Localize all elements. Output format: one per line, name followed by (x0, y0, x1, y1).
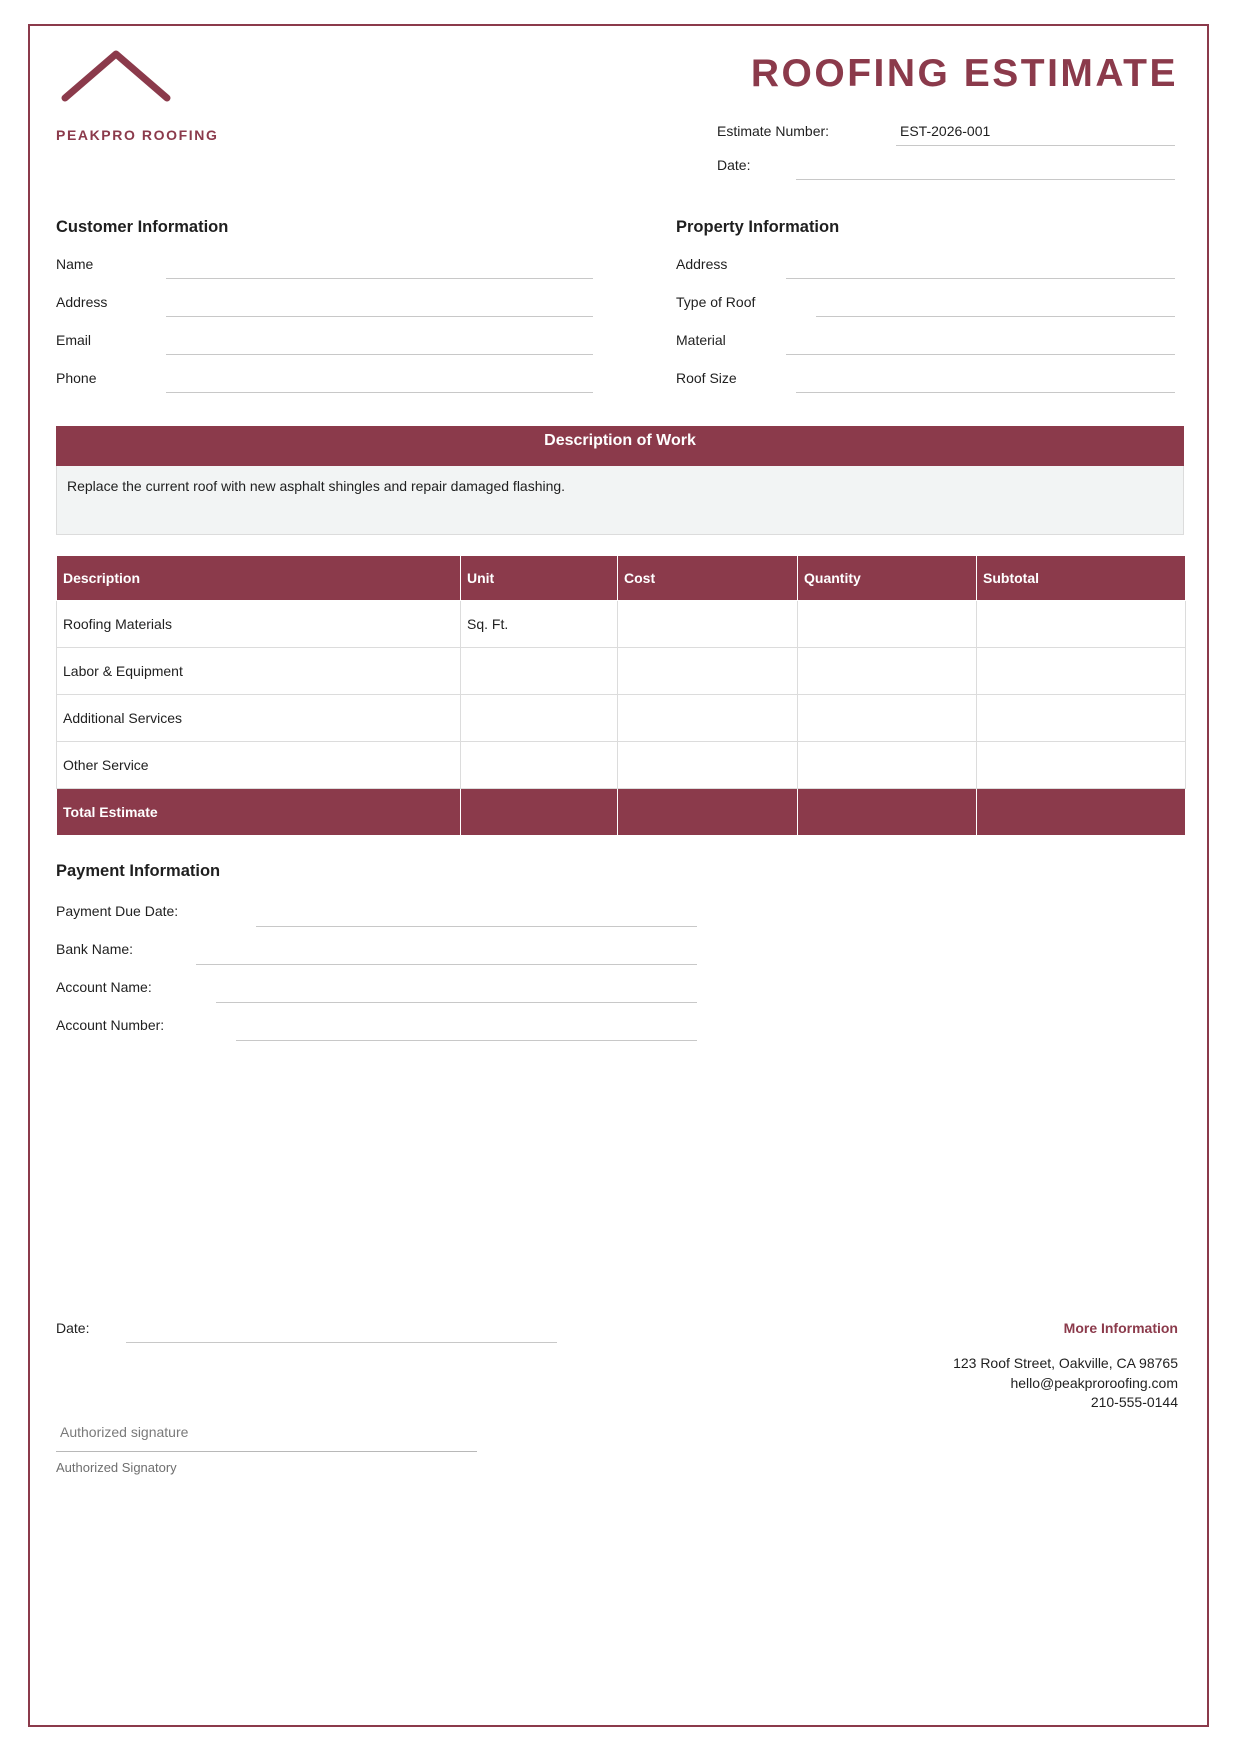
customer-name-label: Name (56, 256, 94, 272)
estimate-number-value[interactable]: EST-2026-001 (900, 123, 991, 139)
total-cost-cell (618, 789, 798, 836)
signature-field[interactable]: Authorized signature (60, 1424, 189, 1440)
row-subtotal[interactable] (977, 742, 1186, 789)
estimate-table (56, 555, 1186, 836)
estimate-number-line (896, 145, 1175, 146)
header-quantity: Quantity (798, 556, 977, 601)
roof-type-label: Type of Roof (676, 294, 756, 310)
row-cost[interactable] (618, 742, 798, 789)
row-description[interactable]: Other Service (57, 742, 461, 789)
signature-line (56, 1451, 477, 1452)
header-unit: Unit (461, 556, 618, 601)
footer-date-label: Date: (56, 1320, 90, 1336)
total-label: Total Estimate (57, 789, 461, 836)
row-cost[interactable] (618, 695, 798, 742)
contact-email[interactable]: hello@peakproroofing.com (1010, 1375, 1178, 1391)
header-date-label: Date: (717, 157, 751, 173)
estimate-number-label: Estimate Number: (717, 123, 830, 139)
material-field[interactable] (786, 354, 1175, 355)
roof-chevron-icon (60, 48, 172, 104)
table-row (57, 695, 1186, 742)
customer-email-field[interactable] (166, 354, 593, 355)
row-quantity[interactable] (798, 695, 977, 742)
bank-name-field[interactable] (196, 964, 697, 965)
customer-info-title: Customer Information (56, 218, 229, 236)
header-cost: Cost (618, 556, 798, 601)
account-number-label: Account Number: (56, 1017, 165, 1033)
signature-caption: Authorized Signatory (56, 1460, 177, 1475)
property-address-field[interactable] (786, 278, 1175, 279)
roof-type-field[interactable] (816, 316, 1175, 317)
customer-address-label: Address (56, 294, 108, 310)
payment-info-title: Payment Information (56, 862, 221, 880)
customer-name-field[interactable] (166, 278, 593, 279)
row-cost[interactable] (618, 601, 798, 648)
work-description-text[interactable]: Replace the current roof with new asphalt shingles and repair damaged flashing. (56, 466, 1184, 535)
footer-date-field[interactable] (126, 1342, 557, 1343)
payment-due-date-label: Payment Due Date: (56, 903, 179, 919)
row-unit[interactable] (461, 648, 618, 695)
contact-phone: 210-555-0144 (1090, 1394, 1178, 1410)
customer-phone-field[interactable] (166, 392, 593, 393)
row-subtotal[interactable] (977, 601, 1186, 648)
row-unit[interactable]: Sq. Ft. (461, 601, 618, 648)
account-number-field[interactable] (236, 1040, 697, 1041)
row-quantity[interactable] (798, 742, 977, 789)
customer-address-field[interactable] (166, 316, 593, 317)
more-info-title: More Information (1063, 1320, 1178, 1336)
total-subtotal-cell[interactable] (977, 789, 1186, 836)
row-subtotal[interactable] (977, 648, 1186, 695)
row-quantity[interactable] (798, 601, 977, 648)
customer-email-label: Email (56, 332, 92, 348)
row-unit[interactable] (461, 742, 618, 789)
header-date-field[interactable] (796, 179, 1175, 180)
customer-phone-label: Phone (56, 370, 97, 386)
table-row (57, 742, 1186, 789)
row-description[interactable]: Additional Services (57, 695, 461, 742)
brand-name: PEAKPRO ROOFING (56, 127, 219, 143)
payment-due-date-field[interactable] (256, 926, 697, 927)
row-subtotal[interactable] (977, 695, 1186, 742)
contact-address: 123 Roof Street, Oakville, CA 98765 (953, 1355, 1178, 1371)
row-unit[interactable] (461, 695, 618, 742)
table-row (57, 648, 1186, 695)
table-row (57, 601, 1186, 648)
total-unit-cell (461, 789, 618, 836)
account-name-field[interactable] (216, 1002, 697, 1003)
row-quantity[interactable] (798, 648, 977, 695)
roof-size-field[interactable] (796, 392, 1175, 393)
document-title: ROOFING ESTIMATE (750, 52, 1178, 95)
header-subtotal: Subtotal (977, 556, 1186, 601)
row-description[interactable]: Roofing Materials (57, 601, 461, 648)
roof-size-label: Roof Size (676, 370, 737, 386)
table-header-row (57, 556, 1186, 601)
material-label: Material (676, 332, 726, 348)
row-cost[interactable] (618, 648, 798, 695)
row-description[interactable]: Labor & Equipment (57, 648, 461, 695)
property-address-label: Address (676, 256, 728, 272)
total-row (57, 789, 1186, 836)
bank-name-label: Bank Name: (56, 941, 134, 957)
account-name-label: Account Name: (56, 979, 152, 995)
header-description: Description (57, 556, 461, 601)
total-quantity-cell (798, 789, 977, 836)
work-description-header: Description of Work (56, 426, 1184, 466)
property-info-title: Property Information (676, 218, 840, 236)
